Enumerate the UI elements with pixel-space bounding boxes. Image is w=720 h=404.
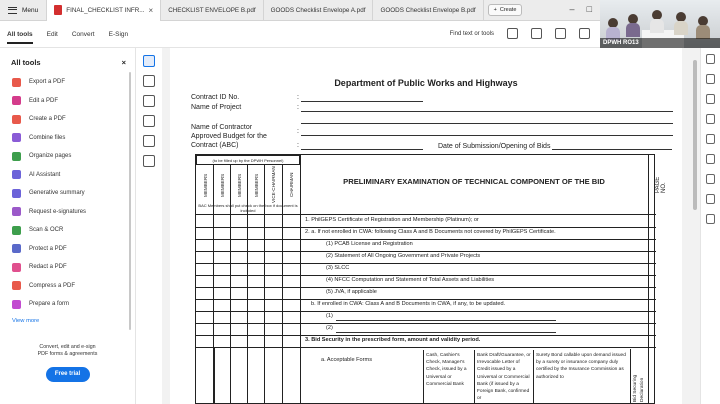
tool-combine-files[interactable]	[0, 129, 135, 148]
row-philgeps: 1. PhilGEPS Certificate of Registration and Membership (Platinum); or	[305, 217, 479, 223]
tool-icon	[12, 133, 21, 142]
colon: :	[297, 128, 299, 135]
toolbar-edit[interactable]: Edit	[46, 31, 58, 38]
row-divider	[196, 311, 656, 312]
row-nfcc: (4) NFCC Computation and Statement of Total Assets and Liabilities	[326, 277, 495, 283]
col-divider	[630, 349, 631, 403]
tool-icon	[12, 263, 21, 272]
surety-bond-column: Surety Bond callable upon demand issued by a surety or insurance company duly certified by the Insurance Commission as authorized to	[536, 353, 626, 380]
tab-label: FINAL_CHECKLIST INFR...	[66, 6, 145, 14]
tool-label: Organize pages	[29, 153, 72, 160]
tool-icon	[12, 226, 21, 235]
tool-edit-a-pdf[interactable]	[0, 92, 135, 111]
person-body	[650, 19, 664, 33]
project-line	[301, 111, 673, 112]
col-divider	[648, 155, 649, 403]
tool-export-a-pdf[interactable]	[0, 73, 135, 92]
tool-compress-a-pdf[interactable]	[0, 277, 135, 296]
toolbar-right	[450, 28, 590, 39]
panel-header	[0, 48, 135, 73]
layers-icon[interactable]	[706, 154, 715, 164]
project-label: Name of Project	[191, 104, 242, 111]
webcam-label: DPWH RO13	[600, 38, 720, 48]
minimize-icon[interactable]: –	[569, 4, 575, 14]
tool-organize-pages[interactable]	[0, 147, 135, 166]
row-divider	[196, 287, 656, 288]
row-ongoing-projects: (2) Statement of All Ongoing Government and Private Projects	[326, 253, 481, 259]
all-tools-panel	[0, 48, 136, 404]
col-divider	[300, 155, 301, 403]
right-rail	[700, 48, 720, 404]
members-header: MEMBERS	[237, 173, 242, 197]
document-title: Department of Public Works and Highways	[334, 78, 518, 88]
sign-icon[interactable]	[143, 155, 155, 167]
tool-ai-assistant[interactable]	[0, 166, 135, 185]
panel-scrollbar[interactable]	[129, 72, 131, 330]
create-tab-button[interactable]	[488, 4, 523, 16]
colon: :	[297, 104, 299, 111]
ai-assistant-icon[interactable]	[507, 28, 518, 39]
members-header: MEMBERS	[203, 173, 208, 197]
tool-icon	[12, 78, 21, 87]
tool-label: Redact a PDF	[29, 264, 67, 271]
tool-icon	[12, 152, 21, 161]
row-item-2: (2)	[326, 325, 333, 331]
row-cwa-enrolled: b. If enrolled in CWA: Class A and B Documents in CWA, if any, to be updated.	[311, 301, 506, 307]
date-label: Date of Submission/Opening of Bids	[438, 143, 551, 150]
tab-goods-envelope-b[interactable]	[373, 0, 483, 21]
row-divider	[196, 227, 656, 228]
view-more-link[interactable]: View more	[12, 317, 40, 324]
tool-icon	[12, 170, 21, 179]
colon: :	[297, 142, 299, 149]
row-divider	[196, 335, 656, 336]
abc-label-2: Contract (ABC)	[191, 142, 239, 149]
tool-icon	[12, 115, 21, 124]
row-item-1: (1)	[326, 313, 333, 319]
tool-request-e-signatures[interactable]	[0, 203, 135, 222]
panel-title: All tools	[11, 58, 41, 67]
project-line-2	[301, 123, 673, 124]
quick-tools	[138, 55, 160, 167]
comment-icon[interactable]	[143, 75, 155, 87]
tool-scan-ocr[interactable]	[0, 221, 135, 240]
menu-button[interactable]	[0, 0, 47, 21]
comment-icon[interactable]	[706, 74, 715, 84]
share-icon[interactable]	[579, 28, 590, 39]
pdf-icon	[54, 5, 62, 15]
members-header: MEMBERS	[254, 173, 259, 197]
row-divider	[196, 263, 656, 264]
col-divider	[214, 347, 215, 403]
bank-draft-column: Bank Draft/Guarantee, or Irrevocable Letter of Credit issued by a Universal or Commercial Bank (if issued by a Foreign Bank, confirmed or	[477, 353, 531, 402]
menu-label: Menu	[22, 6, 39, 14]
tool-label: AI Assistant	[29, 171, 61, 178]
table-heading: PRELIMINARY EXAMINATION OF TECHNICAL COMPONENT OF THE BID	[343, 177, 605, 186]
tool-icon	[12, 281, 21, 290]
colon: :	[297, 94, 299, 101]
tool-icon	[12, 244, 21, 253]
person-body	[674, 21, 688, 35]
row-divider	[196, 214, 656, 215]
create-label: Create	[499, 7, 517, 13]
fields-icon[interactable]	[706, 174, 715, 184]
document-scrollbar[interactable]	[693, 60, 697, 210]
draw-icon[interactable]	[143, 115, 155, 127]
row-slcc: (3) SLCC	[326, 265, 350, 271]
row-pcab: (1) PCAB License and Registration	[326, 241, 413, 247]
item-1-line	[336, 320, 556, 321]
tool-label: Combine files	[29, 134, 66, 141]
close-icon[interactable]: ×	[121, 58, 126, 67]
abc-line	[301, 149, 423, 150]
row-divider	[196, 299, 656, 300]
find-text-button[interactable]: Find text or tools	[449, 30, 494, 37]
document-viewer[interactable]	[162, 48, 700, 404]
members-header: MEMBERS	[220, 173, 225, 197]
tool-label: Scan & OCR	[29, 227, 64, 234]
tab-goods-envelope-a[interactable]	[264, 0, 374, 21]
toolbar-esign[interactable]: E-Sign	[108, 31, 129, 38]
plus-icon: +	[493, 7, 497, 13]
pdf-page	[170, 48, 682, 404]
date-line	[552, 149, 672, 150]
page-no-header: PAGE NO.	[655, 176, 667, 193]
row-divider	[196, 251, 656, 252]
tool-icon	[12, 96, 21, 105]
col-divider	[264, 165, 265, 403]
contract-id-label: Contract ID No.	[191, 94, 240, 101]
thumbnails-icon[interactable]	[706, 114, 715, 124]
tool-label: Request e-signatures	[29, 208, 87, 215]
cash-column: Cash, Cashier's Check, Manager's Check, issued by a Universal or Commercial Bank	[426, 353, 467, 387]
abc-label-1: Approved Budget for the	[191, 133, 267, 140]
person-body	[626, 23, 640, 37]
tab-bar	[0, 0, 600, 21]
chairman-header: CHAIRMAN	[289, 172, 294, 198]
person-body	[696, 25, 710, 39]
bid-securing-column: Bid Securing Declaration	[633, 374, 646, 402]
edit-pdf-icon[interactable]	[706, 54, 715, 64]
scroll-icon[interactable]	[706, 194, 715, 204]
promo-line-1: Convert, edit and e-sign	[39, 343, 96, 350]
tool-prepare-a-form[interactable]	[0, 295, 135, 314]
toolbar-convert[interactable]: Convert	[71, 31, 95, 38]
checklist-table	[195, 154, 667, 404]
select-cursor-icon[interactable]	[143, 55, 155, 67]
tool-protect-a-pdf[interactable]	[0, 240, 135, 259]
contract-id-line	[301, 101, 423, 102]
tool-label: Protect a PDF	[29, 245, 67, 252]
free-trial-button[interactable]: Free trial	[46, 367, 90, 382]
col-divider	[282, 165, 283, 403]
tool-icon	[12, 300, 21, 309]
row-divider	[196, 239, 656, 240]
toolbar-all-tools[interactable]: All tools	[7, 26, 33, 44]
print-icon[interactable]	[555, 28, 566, 39]
close-tab-icon[interactable]: ×	[148, 5, 154, 15]
row-cwa-not-enrolled: 2. a. If not enrolled in CWA: following Class A and B Documents not covered by PhilGEPS Certificate.	[305, 229, 556, 235]
tool-redact-a-pdf[interactable]	[0, 258, 135, 277]
attachments-icon[interactable]	[706, 134, 715, 144]
tool-label: Edit a PDF	[29, 97, 59, 104]
col-divider	[533, 350, 534, 403]
col-divider	[474, 350, 475, 403]
bac-note: BAC Members shall put check on the box if document is included	[198, 203, 298, 214]
tab-checklist-envelope-b[interactable]	[161, 0, 263, 21]
row-divider	[196, 275, 656, 276]
row-divider	[196, 347, 656, 348]
main-toolbar	[0, 22, 600, 48]
save-icon[interactable]	[531, 28, 542, 39]
tab-final-checklist[interactable]	[47, 0, 161, 21]
zoom-icon[interactable]	[706, 214, 715, 224]
row-bid-security: 3. Bid Security in the prescribed form, amount and validity period.	[305, 337, 481, 343]
window-controls	[562, 0, 600, 18]
item-2-line	[336, 332, 556, 333]
col-divider	[247, 165, 248, 403]
tool-label: Export a PDF	[29, 79, 66, 86]
tool-icon	[12, 189, 21, 198]
vice-chairman-header: VICE-CHAIRMAN	[271, 166, 276, 204]
highlight-pen-icon[interactable]	[143, 95, 155, 107]
tool-create-a-pdf[interactable]	[0, 110, 135, 129]
fill-note: (to be filled up by the DPWH Personnel)	[196, 155, 300, 165]
tool-generative-summary[interactable]	[0, 184, 135, 203]
tool-label: Generative summary	[29, 190, 85, 197]
tool-label: Compress a PDF	[29, 282, 76, 289]
promo-text	[0, 344, 135, 360]
col-divider	[230, 165, 231, 403]
acceptable-forms: a. Acceptable Forms	[321, 357, 372, 363]
tool-label: Prepare a form	[29, 301, 70, 308]
tab-label: GOODS Checklist Envelope A.pdf	[270, 6, 366, 14]
tab-label: GOODS Checklist Envelope B.pdf	[380, 6, 476, 14]
bookmark-icon[interactable]	[706, 94, 715, 104]
tool-icon	[12, 207, 21, 216]
tool-label: Create a PDF	[29, 116, 66, 123]
contractor-line	[301, 135, 673, 136]
hamburger-icon	[8, 7, 17, 14]
contractor-label: Name of Contractor	[191, 124, 253, 131]
text-icon[interactable]	[143, 135, 155, 147]
row-divider	[196, 323, 656, 324]
row-jva: (5) JVA, if applicable	[326, 289, 377, 295]
promo-line-2: PDF forms & agreements	[37, 351, 98, 358]
maximize-icon[interactable]: □	[586, 4, 592, 14]
tab-label: CHECKLIST ENVELOPE B.pdf	[168, 6, 256, 14]
col-divider	[423, 350, 424, 403]
